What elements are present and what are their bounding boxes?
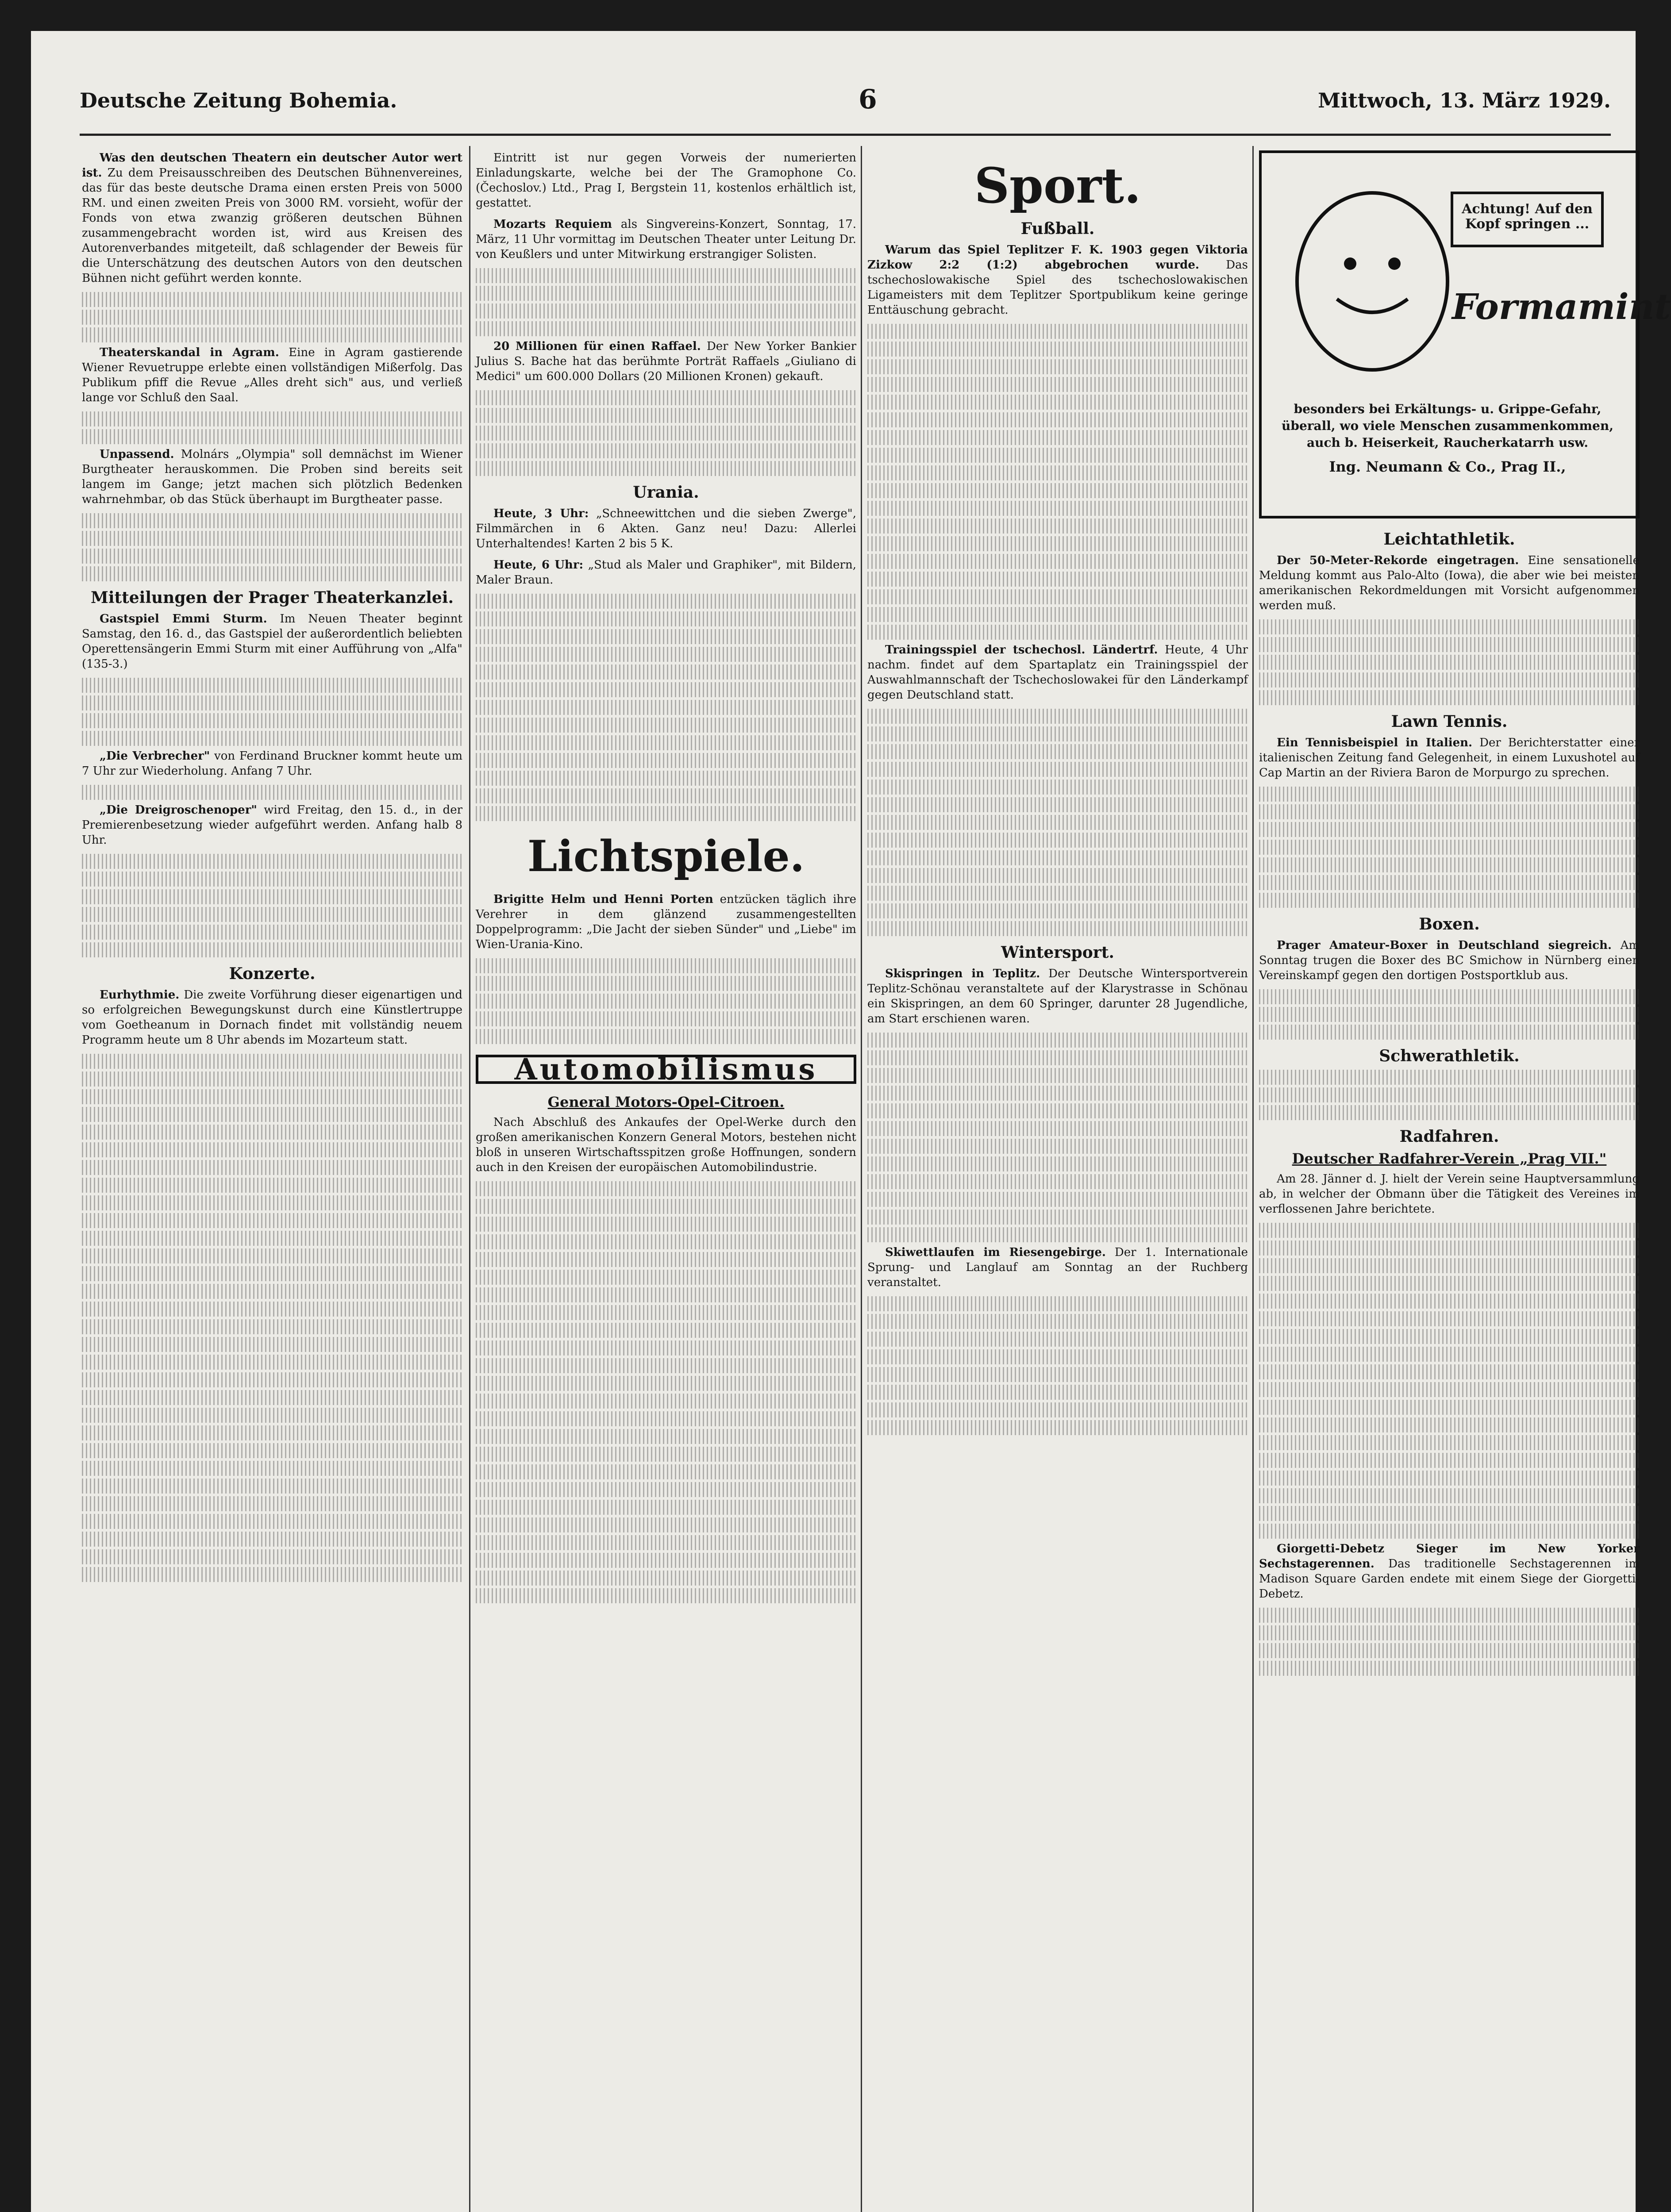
text-block <box>1259 1608 1640 1623</box>
article-lead: Warum das Spiel Teplitzer F. K. 1903 gegen Viktoria Zizkow 2:2 (1:2) abgebrochen wurde. <box>867 243 1248 272</box>
text-block <box>82 1195 462 1210</box>
text-block <box>1259 1435 1640 1450</box>
text-block <box>82 1390 462 1405</box>
text-block <box>476 1252 856 1267</box>
advertisement-drawing <box>1275 166 1671 388</box>
text-block <box>476 976 856 991</box>
article-body: Nach Abschluß des Ankaufes der Opel-Werke durch den großen amerikanischen Konzern General Motors, bestehen nicht bloß in unseren Wirtschaftsspitzen große Hoffnungen, sondern auch in den Kreisen der europäischen Automobilindustrie. <box>476 1116 856 1174</box>
article-body: Eintritt ist nur gegen Vorweis der numerierten Einladungskarte, welche bei der The Gramophone Co. (Čechoslov.) Ltd., Prag I, Bergstein 11, kostenlos erhältlich ist, gestattet. <box>476 151 856 210</box>
section-heading: Konzerte. <box>229 964 316 983</box>
text-block <box>82 907 462 922</box>
text-block <box>1259 1240 1640 1256</box>
text-block <box>867 744 1248 759</box>
text-block <box>476 303 856 319</box>
text-block <box>867 324 1248 339</box>
text-block <box>1259 690 1640 705</box>
mouth-shape <box>1337 299 1408 312</box>
text-block <box>867 903 1248 918</box>
article <box>867 642 1248 703</box>
text-block <box>476 718 856 733</box>
text-block <box>82 1532 462 1547</box>
text-block <box>1259 787 1640 802</box>
text-block <box>867 359 1248 374</box>
masthead-date: Mittwoch, 13. März 1929. <box>1318 88 1611 112</box>
text-block <box>867 501 1248 516</box>
text-block <box>867 1086 1248 1101</box>
article <box>1259 735 1640 780</box>
formamint-advertisement <box>1259 150 1671 518</box>
newspaper-page <box>31 31 1671 2212</box>
article-lead: „Die Verbrecher" <box>100 749 210 763</box>
text-block <box>867 625 1248 640</box>
text-block <box>1259 1070 1640 1085</box>
article <box>1259 553 1640 613</box>
article <box>476 557 856 588</box>
text-block <box>1259 1382 1640 1397</box>
text-block <box>1259 989 1640 1004</box>
text-block <box>867 483 1248 498</box>
article-lead: Theaterskandal in Agram. <box>100 346 279 359</box>
text-block <box>82 1178 462 1193</box>
text-block <box>476 806 856 821</box>
text-block <box>867 1332 1248 1347</box>
advertisement-illustration <box>1275 166 1671 388</box>
text-block <box>1259 1506 1640 1521</box>
column-divider <box>469 146 470 2212</box>
text-block <box>476 594 856 609</box>
text-block <box>476 1323 856 1338</box>
text-block <box>82 1425 462 1440</box>
text-block <box>82 566 462 581</box>
text-block <box>1259 804 1640 819</box>
article-lead: Gastspiel Emmi Sturm. <box>100 612 267 626</box>
text-block <box>476 1500 856 1515</box>
text-block <box>82 531 462 546</box>
text-block <box>1259 672 1640 687</box>
masthead <box>80 84 1611 128</box>
text-block <box>867 833 1248 848</box>
text-block <box>476 1217 856 1232</box>
text-block <box>82 1567 462 1582</box>
section-heading: Urania. <box>633 483 699 502</box>
text-block <box>867 377 1248 392</box>
text-block <box>82 854 462 869</box>
section-heading: Fußball. <box>1020 219 1095 238</box>
text-block <box>1259 1007 1640 1022</box>
section-heading: Lawn Tennis. <box>1391 712 1508 731</box>
text-block <box>476 1199 856 1214</box>
text-block <box>476 735 856 750</box>
text-block <box>867 815 1248 830</box>
text-block <box>476 753 856 768</box>
column-4 <box>1259 150 1671 1678</box>
text-block <box>1259 1105 1640 1120</box>
text-block <box>476 461 856 476</box>
text-block <box>476 1517 856 1532</box>
article-lead: Ein Tennisbeispiel in Italien. <box>1277 736 1473 749</box>
article <box>867 1245 1248 1290</box>
text-block <box>82 1319 462 1334</box>
article-lead: Brigitte Helm und Henni Porten <box>493 893 713 906</box>
text-block <box>867 850 1248 865</box>
text-block <box>476 682 856 697</box>
advertisement-brand: Formamint <box>1452 286 1671 327</box>
text-block <box>867 589 1248 604</box>
text-block <box>867 709 1248 724</box>
article-body: Im Neuen Theater beginnt Samstag, den 16. d., das Gastspiel der außerordentlich beliebten Operettensängerin Emmi Sturm mit einer Aufführung von „Alfa" (135-3.) <box>82 612 462 671</box>
article-lead: Heute, 3 Uhr: <box>493 507 589 520</box>
article <box>476 150 856 211</box>
text-block <box>1259 1661 1640 1676</box>
text-block <box>1259 1524 1640 1539</box>
text-block <box>476 443 856 458</box>
text-block <box>476 1535 856 1550</box>
text-block <box>476 1181 856 1196</box>
article <box>82 749 462 779</box>
text-block <box>82 942 462 957</box>
text-block <box>82 1408 462 1423</box>
column-2 <box>476 150 856 1606</box>
section-heading: Mitteilungen der Prager Theaterkanzlei. <box>90 588 454 607</box>
text-block <box>476 1029 856 1044</box>
text-block <box>867 1050 1248 1065</box>
article <box>82 611 462 672</box>
article-lead: Eurhythmie. <box>100 988 180 1002</box>
text-block <box>1259 619 1640 634</box>
text-block <box>867 1210 1248 1225</box>
text-block <box>867 797 1248 812</box>
text-block <box>476 286 856 301</box>
text-block <box>867 1156 1248 1171</box>
section-heading: Lichtspiele. <box>527 831 805 881</box>
text-block <box>476 611 856 626</box>
text-block <box>82 1213 462 1228</box>
text-block <box>476 321 856 336</box>
advertisement-vendor: Ing. Neumann & Co., Prag II., <box>1329 458 1566 475</box>
article <box>476 217 856 262</box>
text-block <box>82 1496 462 1511</box>
text-block <box>867 465 1248 480</box>
text-block <box>82 327 462 342</box>
text-block <box>1259 1643 1640 1658</box>
text-block <box>82 1355 462 1370</box>
text-block <box>867 607 1248 622</box>
text-block <box>867 572 1248 587</box>
article <box>1259 938 1640 983</box>
text-block <box>476 1287 856 1302</box>
article <box>82 345 462 405</box>
text-block <box>867 1068 1248 1083</box>
article-body: Das tschechoslowakische Spiel des tschechoslowakischen Ligameisters mit dem Teplitzer Sportpublikum keine geringe Enttäuschung gebracht. <box>867 258 1248 317</box>
column-divider <box>1252 146 1254 2212</box>
text-block <box>867 1314 1248 1329</box>
article-lead: Trainingsspiel der tschechosl. Ländertrf. <box>885 643 1158 657</box>
text-block <box>1259 875 1640 890</box>
text-block <box>1259 1025 1640 1040</box>
article-lead: 20 Millionen für einen Raffael. <box>493 340 701 353</box>
text-block <box>867 1174 1248 1189</box>
text-block <box>82 292 462 307</box>
text-block <box>82 1302 462 1317</box>
text-block <box>476 1553 856 1568</box>
article-body: Zu dem Preisausschreiben des Deutschen Bühnenvereines, das für das beste deutsche Drama einen ersten Preis von 5000 RM. und einen zweiten Preis von 3000 RM. vorsieht, wofür der Fonds von etwa zwanzig größeren deutschen Bühnen zusammengebracht worden ist, wird aus Kreisen des Autorenverbandes mitgeteilt, daß schlagender der Beweis für die Unterschätzung des deutschen Autors von den deutschen Bühnen nicht geführt werden konnte. <box>82 166 463 285</box>
text-block <box>476 426 856 441</box>
section-heading-boxed: Automobilismus <box>476 1055 856 1084</box>
article-body: Der 1. Internationale Sprung- und Langlauf am Sonntag an der Ruchberg veranstaltet. <box>867 1246 1248 1289</box>
text-block <box>476 1234 856 1249</box>
column-3 <box>867 150 1248 1438</box>
column-divider <box>861 146 862 2212</box>
text-block <box>1259 893 1640 908</box>
text-block <box>867 1385 1248 1400</box>
article-body: Heute, 4 Uhr nachm. findet auf dem Spartaplatz ein Trainingsspiel der Auswahlmannschaft der Tschechoslowakei für den Länderkampf gegen Deutschland statt. <box>867 643 1248 702</box>
text-block <box>476 408 856 423</box>
text-block <box>867 1349 1248 1364</box>
article-body: wird Freitag, den 15. d., in der Premierenbesetzung wieder aufgeführt werden. Anfang halb 8 Uhr. <box>82 803 463 847</box>
article-lead: Der 50-Meter-Rekorde eingetragen. <box>1277 554 1519 567</box>
text-block <box>1259 1364 1640 1379</box>
article-lead: „Die Dreigroschenoper" <box>100 803 257 817</box>
text-block <box>867 1296 1248 1311</box>
text-block <box>82 1337 462 1352</box>
text-block <box>867 554 1248 569</box>
text-block <box>1259 1471 1640 1486</box>
article-lead: Giorgetti-Debetz Sieger im New Yorker Sechstagerennen. <box>1259 1542 1640 1571</box>
text-block <box>476 1411 856 1426</box>
text-block <box>867 868 1248 883</box>
text-block <box>476 1011 856 1026</box>
article-lead: Unpassend. <box>100 448 174 461</box>
text-block <box>867 412 1248 427</box>
text-block <box>867 395 1248 410</box>
text-block <box>82 513 462 528</box>
article-lead: Heute, 6 Uhr: <box>493 558 584 572</box>
text-block <box>476 1394 856 1409</box>
article-body: Der New Yorker Bankier Julius S. Bache hat das berühmte Porträt Raffaels „Giuliano di Medici" um 600.000 Dollars (20 Millionen Kronen) gekauft. <box>476 340 856 383</box>
text-block <box>867 921 1248 936</box>
article <box>476 892 856 952</box>
text-block <box>82 678 462 693</box>
face-outline-shape <box>1297 193 1448 370</box>
text-block <box>82 1089 462 1104</box>
article-body: entzücken täglich ihre Verehrer in dem glänzend zusammengestellten Doppelprogramm: „Die Jacht der sieben Sünder" und „Liebe" im Wien-Urania-Kino. <box>476 893 856 951</box>
text-block <box>476 958 856 973</box>
text-block <box>82 1125 462 1140</box>
masthead-rule <box>80 134 1611 136</box>
text-block <box>476 1305 856 1320</box>
text-block <box>1259 1453 1640 1468</box>
text-block <box>867 1103 1248 1118</box>
text-block <box>82 1071 462 1087</box>
text-block <box>82 1054 462 1069</box>
section-heading: Leichtathletik. <box>1383 530 1515 549</box>
article-body: „Stud als Maler und Graphiker", mit Bildern, Maler Braun. <box>476 558 856 587</box>
masthead-newspaper-title: Deutsche Zeitung Bohemia. <box>80 88 397 112</box>
article <box>476 506 856 551</box>
text-block <box>1259 655 1640 670</box>
text-block <box>1259 822 1640 837</box>
text-block <box>82 1549 462 1564</box>
text-block <box>476 647 856 662</box>
text-block <box>867 448 1248 463</box>
text-block <box>476 1588 856 1603</box>
text-block <box>82 1160 462 1175</box>
text-block <box>82 1248 462 1263</box>
article-lead: Was den deutschen Theatern ein deutscher Autor wert ist. <box>82 151 462 180</box>
text-block <box>82 1142 462 1157</box>
article <box>82 987 462 1048</box>
text-block <box>476 1571 856 1586</box>
text-block <box>476 268 856 283</box>
text-block <box>1259 1311 1640 1326</box>
article-body: Der Berichterstatter einer italienischen Zeitung fand Gelegenheit, in einem Luxushotel auf Cap Martin an der Riviera Baron de Morpurgo zu sprechen. <box>1259 736 1640 780</box>
text-block <box>1259 1417 1640 1432</box>
text-block <box>82 731 462 746</box>
text-block <box>867 430 1248 445</box>
text-block <box>867 1139 1248 1154</box>
article <box>867 242 1248 318</box>
text-block <box>1259 1294 1640 1309</box>
article-body: als Singvereins-Konzert, Sonntag, 17. März, 11 Uhr vormittag im Deutschen Theater unter Leitung Dr. von Keußlers und unter Mitwirkung erstrangiger Solisten. <box>476 218 857 261</box>
advertisement-text <box>1275 401 1620 475</box>
article <box>1259 1541 1640 1601</box>
section-heading-sport: Sport. <box>974 157 1141 214</box>
text-block <box>476 1447 856 1462</box>
text-block <box>867 1192 1248 1207</box>
text-block <box>82 925 462 940</box>
text-block <box>476 1340 856 1356</box>
section-heading: Wintersport. <box>1001 943 1114 962</box>
article-body: Molnárs „Olympia" soll demnächst im Wiener Burgtheater herauskommen. Die Proben sind bereits seit langem im Gange; jetzt machen sich plötzlich Bedenken wahrnehmbar, ob das Stück überhaupt im Burgtheater passe. <box>82 448 463 506</box>
text-block <box>1259 840 1640 855</box>
eye-shape <box>1388 257 1401 270</box>
text-block <box>867 886 1248 901</box>
text-block <box>1259 1347 1640 1362</box>
article-body: Der Deutsche Wintersportverein Teplitz-Schönau veranstaltete auf der Klarystrasse in Schönau ein Skispringen, an dem 60 Springer, darunter 28 Jugendliche, am Start erschienen waren. <box>867 967 1248 1025</box>
article-body: von Ferdinand Bruckner kommt heute um 7 Uhr zur Wiederholung. Anfang 7 Uhr. <box>82 749 462 778</box>
text-block <box>82 1461 462 1476</box>
text-block <box>1259 1329 1640 1344</box>
column-1 <box>82 150 462 1585</box>
article-lead: Mozarts Requiem <box>493 218 612 231</box>
article <box>1259 1171 1640 1217</box>
text-block <box>1259 1488 1640 1503</box>
section-heading: Boxen. <box>1419 915 1480 933</box>
article-body: Eine in Agram gastierende Wiener Revuetruppe erlebte einen vollständigen Mißerfolg. Das Publikum pfiff die Revue „Alles dreht sich" aus, und verließ lange vor Schluß den Saal. <box>82 346 463 404</box>
text-block <box>82 1479 462 1494</box>
eye-shape <box>1344 257 1356 270</box>
text-block <box>1259 1400 1640 1415</box>
text-block <box>82 1514 462 1529</box>
article-body: Das traditionelle Sechstagerennen im Madison Square Garden endete mit einem Siege der Giorgetti-Debetz. <box>1259 1557 1640 1601</box>
text-block <box>476 390 856 405</box>
article-heading: Deutscher Radfahrer-Verein „Prag VII." <box>1292 1150 1607 1167</box>
article <box>82 447 462 507</box>
article-lead: Prager Amateur-Boxer in Deutschland siegreich. <box>1277 939 1612 952</box>
text-block <box>476 788 856 803</box>
article-body: Eine sensationelle Meldung kommt aus Palo-Alto (Iowa), die aber wie bei meisten amerikanischen Rekordmeldungen mit Vorsicht aufgenommen werden muß. <box>1259 554 1640 612</box>
text-block <box>476 1482 856 1497</box>
text-block <box>82 785 462 800</box>
article <box>476 339 856 384</box>
text-block <box>476 664 856 680</box>
text-block <box>867 518 1248 534</box>
text-block <box>82 429 462 444</box>
text-block <box>82 1231 462 1246</box>
text-block <box>867 1420 1248 1435</box>
text-block <box>1259 1258 1640 1273</box>
text-block <box>476 1464 856 1479</box>
text-block <box>476 771 856 786</box>
article <box>476 1115 856 1175</box>
text-block <box>1259 1276 1640 1291</box>
article <box>867 966 1248 1026</box>
text-block <box>476 1429 856 1444</box>
advertisement-body: besonders bei Erkältungs- u. Grippe-Gefahr, überall, wo viele Menschen zusammenkommen, auch b. Heiserkeit, Raucherkatarrh usw. <box>1282 402 1613 450</box>
text-block <box>476 1358 856 1373</box>
text-block <box>1259 1087 1640 1102</box>
text-block <box>476 1376 856 1391</box>
text-block <box>1259 1625 1640 1640</box>
article-body: Am 28. Jänner d. J. hielt der Verein seine Hauptversammlung ab, in welcher der Obmann über die Tätigkeit des Vereines im verflossenen Jahre berichtete. <box>1259 1172 1640 1216</box>
article-lead: Skiwettlaufen im Riesengebirge. <box>885 1246 1106 1259</box>
text-block <box>82 549 462 564</box>
text-block <box>867 536 1248 551</box>
masthead-page-number: 6 <box>859 84 877 115</box>
article <box>82 150 462 286</box>
text-block <box>1259 637 1640 652</box>
text-block <box>82 1443 462 1458</box>
article-lead: Skispringen in Teplitz. <box>885 967 1040 980</box>
text-block <box>82 713 462 728</box>
article-body: Die zweite Vorführung dieser eigenartigen und so erfolgreichen Bewegungskunst durch eine Künstlertruppe vom Goetheanum in Dornach findet mit vollständig neuem Programm heute um 8 Uhr abends im Mozarteum statt. <box>82 988 462 1047</box>
text-block <box>867 762 1248 777</box>
article-heading: General Motors-Opel-Citroen. <box>547 1094 785 1110</box>
text-block <box>867 780 1248 795</box>
article-body: „Schneewittchen und die sieben Zwerge", Filmmärchen in 6 Akten. Ganz neu! Dazu: Allerlei Unterhaltendes! Karten 2 bis 5 K. <box>476 507 857 550</box>
text-block <box>476 629 856 644</box>
text-block <box>476 700 856 715</box>
text-block <box>867 1121 1248 1136</box>
text-block <box>1259 1223 1640 1238</box>
text-block <box>82 889 462 904</box>
text-block <box>867 1033 1248 1048</box>
advertisement-headline: Achtung! Auf den Kopf springen ... <box>1462 201 1593 232</box>
text-block <box>82 1266 462 1281</box>
text-block <box>1259 857 1640 872</box>
text-block <box>867 1227 1248 1242</box>
text-block <box>867 1402 1248 1417</box>
text-block <box>867 342 1248 357</box>
text-block <box>82 872 462 887</box>
text-block <box>82 310 462 325</box>
text-block <box>476 1270 856 1285</box>
text-block <box>82 1284 462 1299</box>
text-block <box>82 1372 462 1387</box>
section-heading: Schwerathletik. <box>1379 1047 1520 1065</box>
text-block <box>82 695 462 710</box>
text-block <box>476 994 856 1009</box>
text-block <box>82 411 462 426</box>
section-heading: Radfahren. <box>1399 1127 1499 1146</box>
text-block <box>867 1367 1248 1382</box>
article <box>82 803 462 848</box>
text-block <box>867 726 1248 741</box>
text-block <box>82 1107 462 1122</box>
article-body: Am Sonntag trugen die Boxer des BC Smichow in Nürnberg einen Vereinskampf gegen den dortigen Postsportklub aus. <box>1259 939 1640 982</box>
